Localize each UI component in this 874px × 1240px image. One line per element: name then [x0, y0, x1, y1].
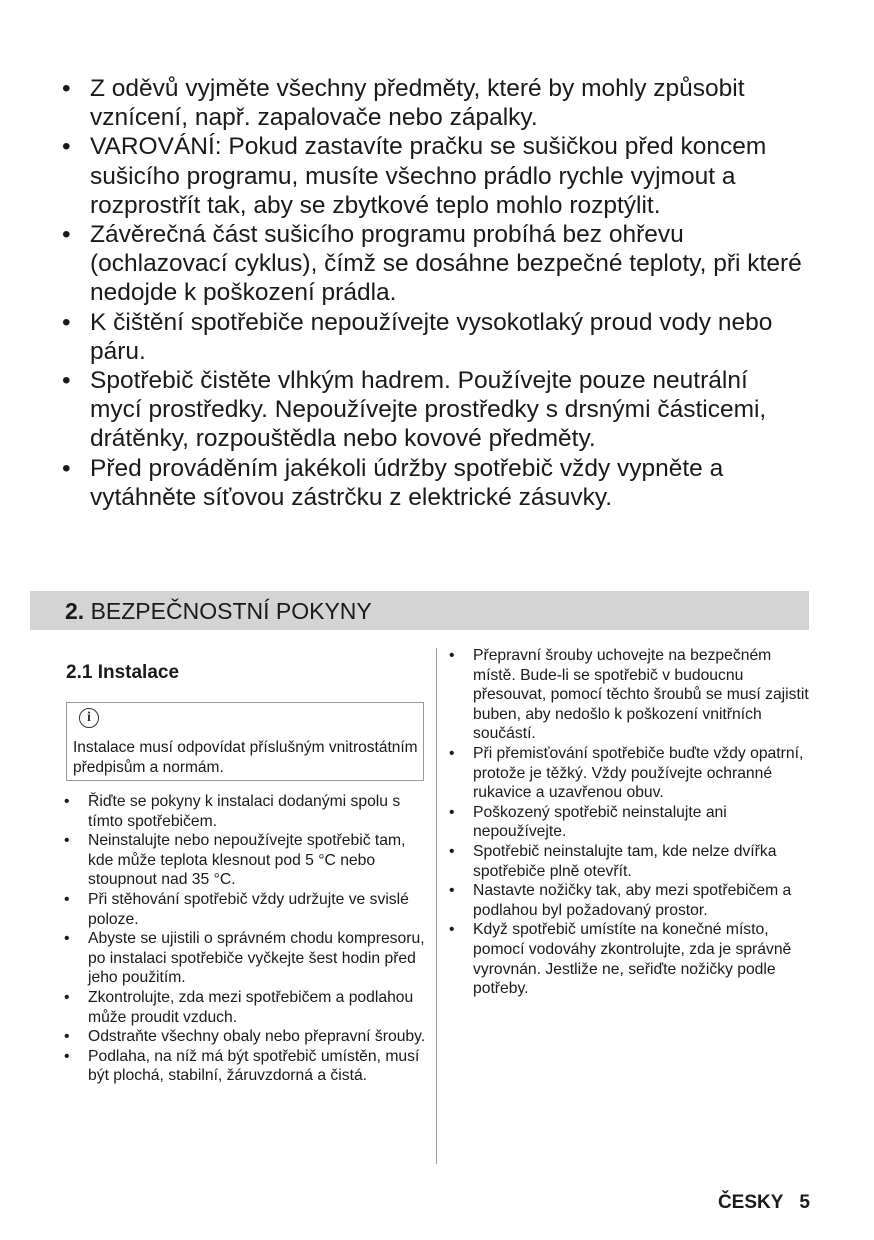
- list-item: [64, 988, 428, 1027]
- bullet-icon: •: [62, 454, 71, 482]
- list-item-text: Řiďte se pokyny k instalaci dodanými spolu s tímto spotřebičem.: [88, 793, 401, 830]
- list-item-text: VAROVÁNÍ: Pokud zastavíte pračku se sušičkou před koncem sušicího programu, musíte všechno prádlo rychle vyjmout a rozprostřít tak, aby se zbytkové teplo mohlo rozptýlit.: [90, 133, 767, 219]
- list-item: [449, 646, 814, 744]
- section-number: 2.: [65, 598, 85, 624]
- list-item-text: Před prováděním jakékoli údržby spotřebič vždy vypněte a vytáhněte síťovou zástrčku z elektrické zásuvky.: [90, 454, 724, 511]
- installation-bullet-list-left: [64, 792, 428, 1086]
- page-number: 5: [799, 1192, 810, 1213]
- section-heading: [30, 591, 809, 630]
- list-item-text: Spotřebič čistěte vlhkým hadrem. Používejte pouze neutrální mycí prostředky. Nepoužívejte prostředky s drsnými částicemi, drátěnky, rozpouštědla nebo kovové předměty.: [90, 367, 767, 453]
- bullet-icon: •: [449, 744, 455, 762]
- list-item-text: Spotřebič neinstalujte tam, kde nelze dvířka spotřebiče plně otevřít.: [473, 842, 777, 880]
- list-item: [62, 454, 802, 512]
- info-icon: i: [79, 708, 99, 728]
- bullet-icon: •: [64, 890, 70, 908]
- list-item: [64, 792, 428, 831]
- list-item: [449, 881, 814, 920]
- list-item: [64, 929, 428, 988]
- list-item-text: Nastavte nožičky tak, aby mezi spotřebičem a podlahou byl požadovaný prostor.: [473, 882, 792, 919]
- list-item: [449, 744, 814, 803]
- subsection-title: 2.1 Instalace: [66, 662, 180, 683]
- bullet-icon: •: [64, 1028, 70, 1046]
- list-item: [449, 920, 814, 998]
- list-item-text: Závěrečná část sušicího programu probíhá bez ohřevu (ochlazovací cyklus), čímž se dosáhne bezpečné teploty, při které nedojde k poškození prádla.: [90, 221, 802, 307]
- bullet-icon: •: [62, 308, 71, 336]
- bullet-icon: •: [449, 921, 455, 939]
- list-item-text: Poškozený spotřebič neinstalujte ani nepoužívejte.: [473, 803, 727, 841]
- bullet-icon: •: [62, 221, 71, 249]
- bullet-icon: •: [64, 930, 70, 948]
- list-item: [62, 308, 802, 366]
- intro-bullet-list: [62, 74, 802, 512]
- list-item: [62, 132, 802, 220]
- bullet-icon: •: [64, 988, 70, 1006]
- section-title: BEZPEČNOSTNÍ POKYNY: [90, 598, 372, 624]
- bullet-icon: •: [449, 803, 455, 821]
- page-footer: [718, 1192, 810, 1214]
- list-item-text: Podlaha, na níž má být spotřebič umístěn, musí být plochá, stabilní, žáruvzdorná a čistá.: [88, 1047, 420, 1085]
- bullet-icon: •: [449, 882, 455, 900]
- list-item: [449, 842, 814, 881]
- bullet-icon: •: [64, 832, 70, 850]
- list-item: [62, 74, 802, 132]
- bullet-icon: •: [62, 75, 71, 102]
- list-item-text: Odstraňte všechny obaly nebo přepravní šrouby.: [88, 1028, 426, 1046]
- list-item: [64, 890, 428, 929]
- bullet-icon: •: [62, 367, 71, 395]
- list-item-text: Když spotřebič umístíte na konečné místo, pomocí vodováhy zkontrolujte, zda je správně vyrovnán. Jestliže ne, seřiďte nožičky podle potřeby.: [473, 921, 792, 998]
- bullet-icon: •: [62, 133, 71, 161]
- list-item-text: Zkontrolujte, zda mezi spotřebičem a podlahou může proudit vzduch.: [88, 988, 414, 1026]
- list-item-text: Při přemisťování spotřebiče buďte vždy opatrní, protože je těžký. Vždy používejte ochranné rukavice a uzavřenou obuv.: [473, 744, 804, 802]
- list-item-text: Abyste se ujistili o správném chodu kompresoru, po instalaci spotřebiče vyčkejte šest hodin před jeho použitím.: [88, 930, 425, 987]
- notice-text: Instalace musí odpovídat příslušným vnitrostátním předpisům a normám.: [73, 739, 418, 776]
- list-item-text: K čištění spotřebiče nepoužívejte vysokotlaký proud vody nebo páru.: [90, 308, 773, 365]
- list-item-text: Neinstalujte nebo nepoužívejte spotřebič tam, kde může teplota klesnout pod 5 °C nebo stoupnout nad 35 °C.: [88, 832, 406, 889]
- list-item: [64, 1047, 428, 1086]
- bullet-icon: •: [64, 1047, 70, 1065]
- installation-bullet-list-right: [449, 646, 814, 999]
- list-item: [62, 366, 802, 454]
- footer-language: ČESKY: [717, 1192, 784, 1213]
- list-item: [64, 831, 428, 890]
- info-notice-box: [66, 702, 424, 781]
- list-item-text: Při stěhování spotřebič vždy udržujte ve svislé poloze.: [88, 890, 409, 928]
- list-item: [449, 803, 814, 842]
- bullet-icon: •: [449, 647, 455, 664]
- list-item: [62, 220, 802, 308]
- bullet-icon: •: [64, 793, 70, 810]
- list-item: [64, 1027, 428, 1047]
- bullet-icon: •: [449, 842, 455, 860]
- column-divider: [436, 648, 437, 1164]
- list-item-text: Z oděvů vyjměte všechny předměty, které by mohly způsobit vznícení, např. zapalovače nebo zápalky.: [90, 75, 745, 132]
- list-item-text: Přepravní šrouby uchovejte na bezpečném místě. Bude-li se spotřebič v budoucnu přesouvat, pomocí těchto šroubů se musí zajistit buben, aby nedošlo k poškození vnitřních součástí.: [473, 647, 809, 743]
